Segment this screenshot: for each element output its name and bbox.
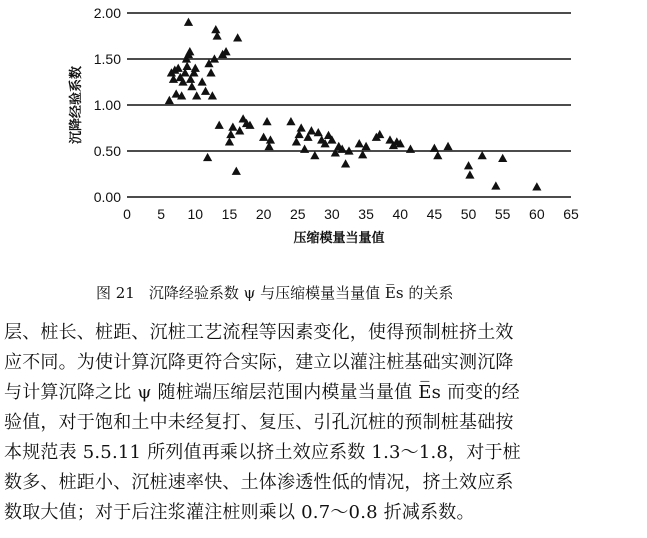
- figure-caption: [96, 282, 467, 303]
- body-line: 数取大值；对于后注浆灌注桩则乘以 0.7～0.8 折减系数。: [4, 502, 475, 523]
- data-points: [165, 18, 542, 191]
- x-tick-label: 20: [255, 206, 272, 222]
- y-tick-label: 2.00: [93, 5, 121, 21]
- data-point-triangle: [433, 151, 442, 159]
- x-tick-label: 50: [460, 206, 477, 222]
- data-point-triangle: [201, 87, 210, 95]
- data-point-triangle: [259, 133, 268, 141]
- x-tick-label: 25: [289, 206, 306, 222]
- data-point-triangle: [185, 47, 194, 55]
- data-point-triangle: [498, 154, 507, 162]
- data-point-triangle: [532, 182, 541, 190]
- data-point-triangle: [215, 121, 224, 129]
- x-axis-title: 压缩模量当量值: [293, 231, 385, 246]
- x-tick-label: 30: [324, 206, 340, 222]
- data-point-triangle: [292, 137, 301, 145]
- data-point-triangle: [310, 151, 319, 159]
- data-point-triangle: [211, 25, 220, 33]
- figure-number: 图 21: [96, 284, 135, 302]
- data-point-triangle: [226, 130, 235, 138]
- data-point-triangle: [233, 33, 242, 41]
- body-line: 本规范表 5.5.11 所列值再乘以挤土效应系数 1.3～1.8，对于桩: [4, 442, 521, 463]
- data-point-triangle: [286, 117, 295, 125]
- data-point-triangle: [191, 64, 200, 72]
- data-point-triangle: [192, 91, 201, 99]
- data-point-triangle: [406, 145, 415, 153]
- data-point-triangle: [225, 137, 234, 145]
- y-tick-labels: [94, 5, 121, 205]
- data-point-triangle: [341, 159, 350, 167]
- body-line: 与计算沉降之比 ψ 随桩端压缩层范围内模量当量值 E̅s 而变的经: [4, 382, 520, 403]
- x-tick-labels: [123, 206, 579, 222]
- x-tick-label: 60: [529, 206, 545, 222]
- y-axis-title: 沉降经验系数: [69, 65, 84, 145]
- data-point-triangle: [208, 91, 217, 99]
- y-tick-label: 1.00: [93, 97, 121, 113]
- data-point-triangle: [203, 153, 212, 161]
- data-point-triangle: [307, 126, 316, 134]
- body-line: 验值，对于饱和土中未经复打、复压、引孔沉桩的预制桩基础按: [4, 412, 514, 433]
- data-point-triangle: [187, 82, 196, 90]
- data-point-triangle: [491, 181, 500, 189]
- data-point-triangle: [355, 139, 364, 147]
- x-tick-label: 5: [157, 206, 166, 222]
- x-tick-label: 45: [426, 206, 443, 222]
- x-tick-label: 15: [221, 206, 238, 222]
- y-tick-label: 0.00: [93, 189, 121, 205]
- caption-text: 沉降经验系数 ψ 与压缩模量当量值 E̅s 的关系: [148, 284, 454, 302]
- data-point-triangle: [262, 117, 271, 125]
- data-point-triangle: [443, 142, 452, 150]
- y-tick-label: 1.50: [93, 51, 121, 67]
- data-point-triangle: [198, 77, 207, 85]
- body-paragraph: [4, 318, 644, 528]
- data-point-triangle: [465, 170, 474, 178]
- x-tick-label: 10: [187, 206, 204, 222]
- data-point-triangle: [184, 18, 193, 26]
- y-tick-label: 0.50: [93, 143, 121, 159]
- data-point-triangle: [297, 123, 306, 131]
- data-point-triangle: [478, 151, 487, 159]
- data-point-triangle: [464, 161, 473, 169]
- data-point-triangle: [183, 62, 192, 70]
- data-point-triangle: [232, 167, 241, 175]
- x-tick-label: 0: [123, 206, 131, 222]
- data-point-triangle: [228, 122, 237, 130]
- data-point-triangle: [430, 144, 439, 152]
- data-point-triangle: [300, 145, 309, 153]
- data-point-triangle: [206, 68, 215, 76]
- x-tick-label: 40: [392, 206, 409, 222]
- body-line: 数多、桩距小、沉桩速率快、土体渗透性低的情况，挤土效应系: [4, 472, 514, 493]
- data-point-triangle: [314, 128, 323, 136]
- x-tick-label: 55: [494, 206, 511, 222]
- body-line: 应不同。为使计算沉降更符合实际，建立以灌注桩基础实测沉降: [4, 352, 514, 373]
- x-tick-label: 65: [563, 206, 579, 222]
- body-line: 层、桩长、桩距、沉桩工艺流程等因素变化，使得预制桩挤土效: [4, 322, 514, 343]
- x-tick-label: 35: [358, 206, 374, 222]
